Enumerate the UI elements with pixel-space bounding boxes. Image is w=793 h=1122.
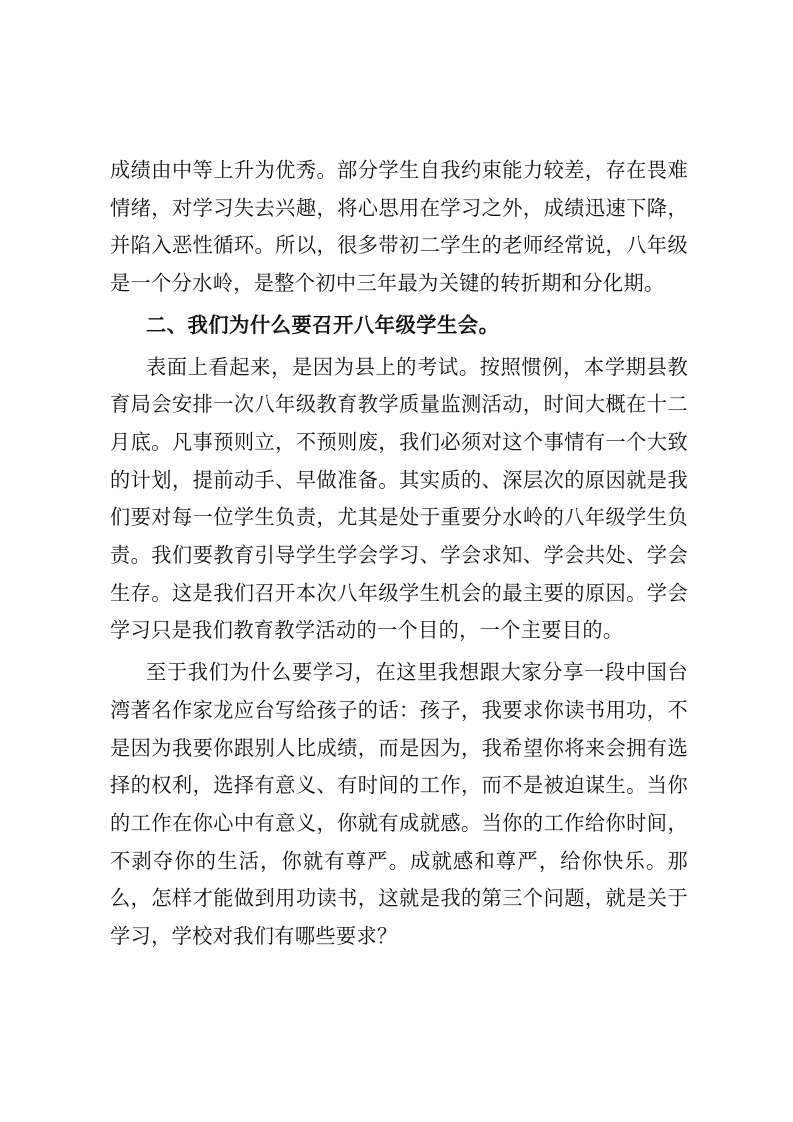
paragraph-continuation: 成绩由中等上升为优秀。部分学生自我约束能力较差，存在畏难情绪，对学习失去兴趣，将心思用在学习之外，成绩迅速下降，并陷入恶性循环。所以，很多带初二学生的老师经常说，八年级是一个分水岭，是整个初中三年最为关键的转折期和分化期。 [110,158,688,296]
paragraph-why-study: 至于我们为什么要学习，在这里我想跟大家分享一段中国台湾著名作家龙应台写给孩子的话：孩子，我要求你读书用功，不是因为我要你跟别人比成绩，而是因为，我希望你将来会拥有选择的权利，选择有意义、有时间的工作，而不是被迫谋生。当你的工作在你心中有意义，你就有成就感。当你的工作给你时间，不剥夺你的生活，你就有尊严。成就感和尊严，给你快乐。那么，怎样才能做到用功读书，这就是我的第三个问题，就是关于学习，学校对我们有哪些要求？ [110,660,688,949]
document-page [110,152,688,956]
section-heading-2: 二、我们为什么要召开八年级学生会。 [146,312,500,337]
paragraph-section-2-body: 表面上看起来，是因为县上的考试。按照惯例，本学期县教育局会安排一次八年级教育教学质量监测活动，时间大概在十二月底。凡事预则立，不预则废，我们必须对这个事情有一个大致的计划，提前动手、早做准备。其实质的、深层次的原因就是我们要对每一位学生负责，尤其是处于重要分水岭的八年级学生负责。我们要教育引导学生学会学习、学会求知、学会共处、学会生存。这是我们召开本次八年级学生机会的最主要的原因。学会学习只是我们教育教学活动的一个目的，一个主要目的。 [110,354,688,643]
